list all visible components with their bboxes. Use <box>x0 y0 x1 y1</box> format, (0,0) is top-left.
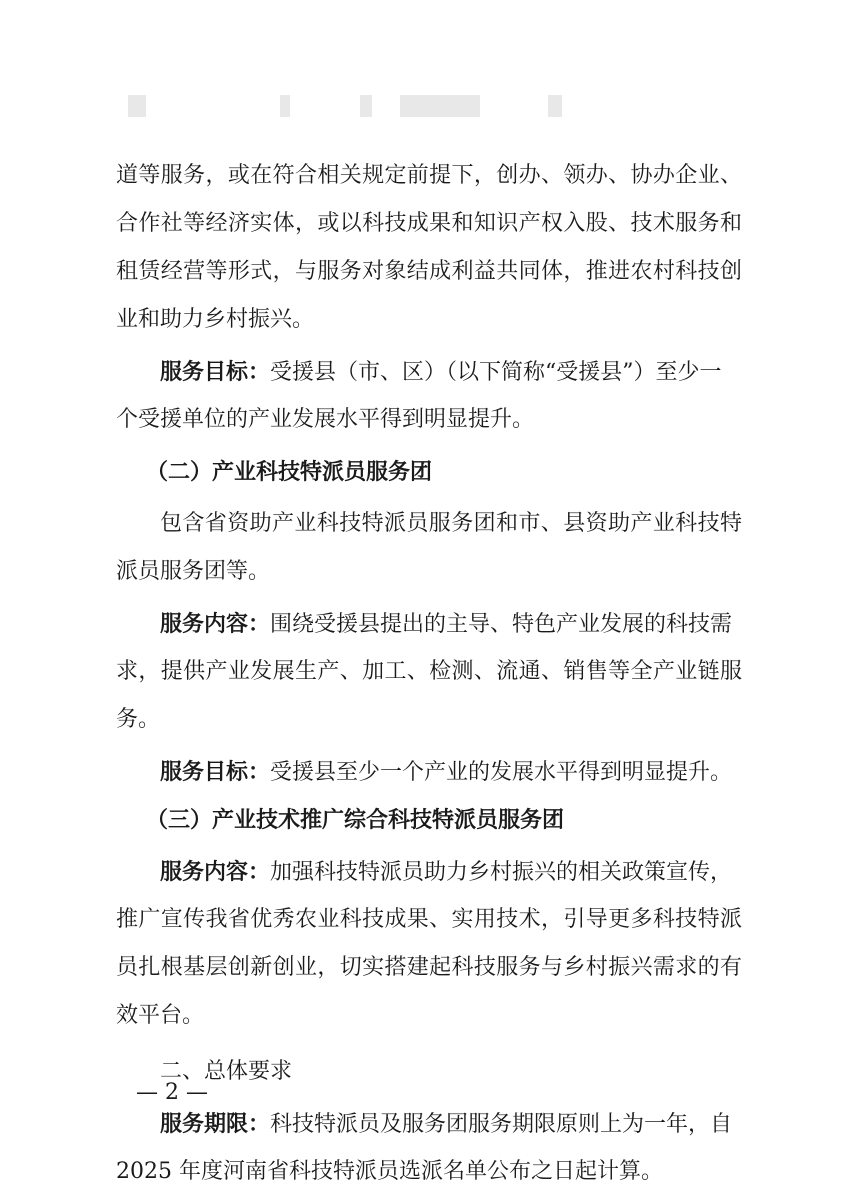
service-goal-label: 服务目标： <box>160 359 271 385</box>
text-line: 包含省资助产业科技特派员服务团和市、县资助产业科技特 <box>160 511 742 536</box>
document-body <box>116 152 742 1196</box>
text-line: 务。 <box>116 707 161 732</box>
text-line <box>116 1100 742 1148</box>
heading-extension-team: （三）产业技术推广综合科技特派员服务团 <box>146 807 565 833</box>
text-line: 租赁经营等形式，与服务对象结成利益共同体，推进农村科技创 <box>116 259 742 284</box>
text-line: 求，提供产业发展生产、加工、检测、流通、销售等全产业链服 <box>116 659 742 684</box>
text-line: 效平台。 <box>116 1003 205 1028</box>
scan-artifact <box>548 95 562 117</box>
paragraph-service-period <box>116 1100 742 1196</box>
text-line <box>116 348 742 396</box>
scan-artifact <box>360 95 372 117</box>
paragraph-industry-team-desc <box>116 500 742 596</box>
service-goal-label: 服务目标： <box>160 759 271 785</box>
paragraph-service-goal-1 <box>116 348 742 444</box>
paragraph-service-goal-2 <box>116 748 742 796</box>
service-content-text: 围绕受援县提出的主导、特色产业发展的科技需 <box>270 612 733 637</box>
paragraph-service-methods <box>116 152 742 344</box>
scan-artifact <box>400 95 480 117</box>
text-line: 道等服务，或在符合相关规定前提下，创办、领办、协办企业、 <box>116 163 742 188</box>
service-goal-text: 受援县至少一个产业的发展水平得到明显提升。 <box>270 760 733 785</box>
text-line: 个受援单位的产业发展水平得到明显提升。 <box>116 407 535 432</box>
text-line: 合作社等经济实体，或以科技成果和知识产权入股、技术服务和 <box>116 211 742 236</box>
service-content-label: 服务内容： <box>160 611 271 637</box>
scan-artifact <box>280 95 290 117</box>
text-line: 业和助力乡村振兴。 <box>116 307 315 332</box>
service-period-text: 科技特派员及服务团服务期限原则上为一年，自 <box>270 1112 733 1137</box>
text-line: 员扎根基层创新创业，切实搭建起科技服务与乡村振兴需求的有 <box>116 955 742 980</box>
service-period-label: 服务期限： <box>160 1111 271 1137</box>
service-content-text: 加强科技特派员助力乡村振兴的相关政策宣传， <box>270 860 733 885</box>
service-goal-text: 受援县（市、区）（以下简称“受援县”）至少一 <box>270 360 722 385</box>
text-line <box>116 848 742 896</box>
page-number: — 2 — <box>136 1080 208 1105</box>
paragraph-service-content-1 <box>116 600 742 744</box>
paragraph-service-content-2 <box>116 848 742 1040</box>
text-line: 2025 年度河南省科技特派员选派名单公布之日起计算。 <box>116 1159 663 1184</box>
text-line <box>116 600 742 648</box>
text-line: 派员服务团等。 <box>116 559 271 584</box>
scan-artifact <box>128 95 146 117</box>
service-content-label: 服务内容： <box>160 859 271 885</box>
heading-general-requirements: 二、总体要求 <box>160 1059 293 1084</box>
heading-industry-team: （二）产业科技特派员服务团 <box>146 459 433 485</box>
text-line: 推广宣传我省优秀农业科技成果、实用技术，引导更多科技特派 <box>116 907 742 932</box>
